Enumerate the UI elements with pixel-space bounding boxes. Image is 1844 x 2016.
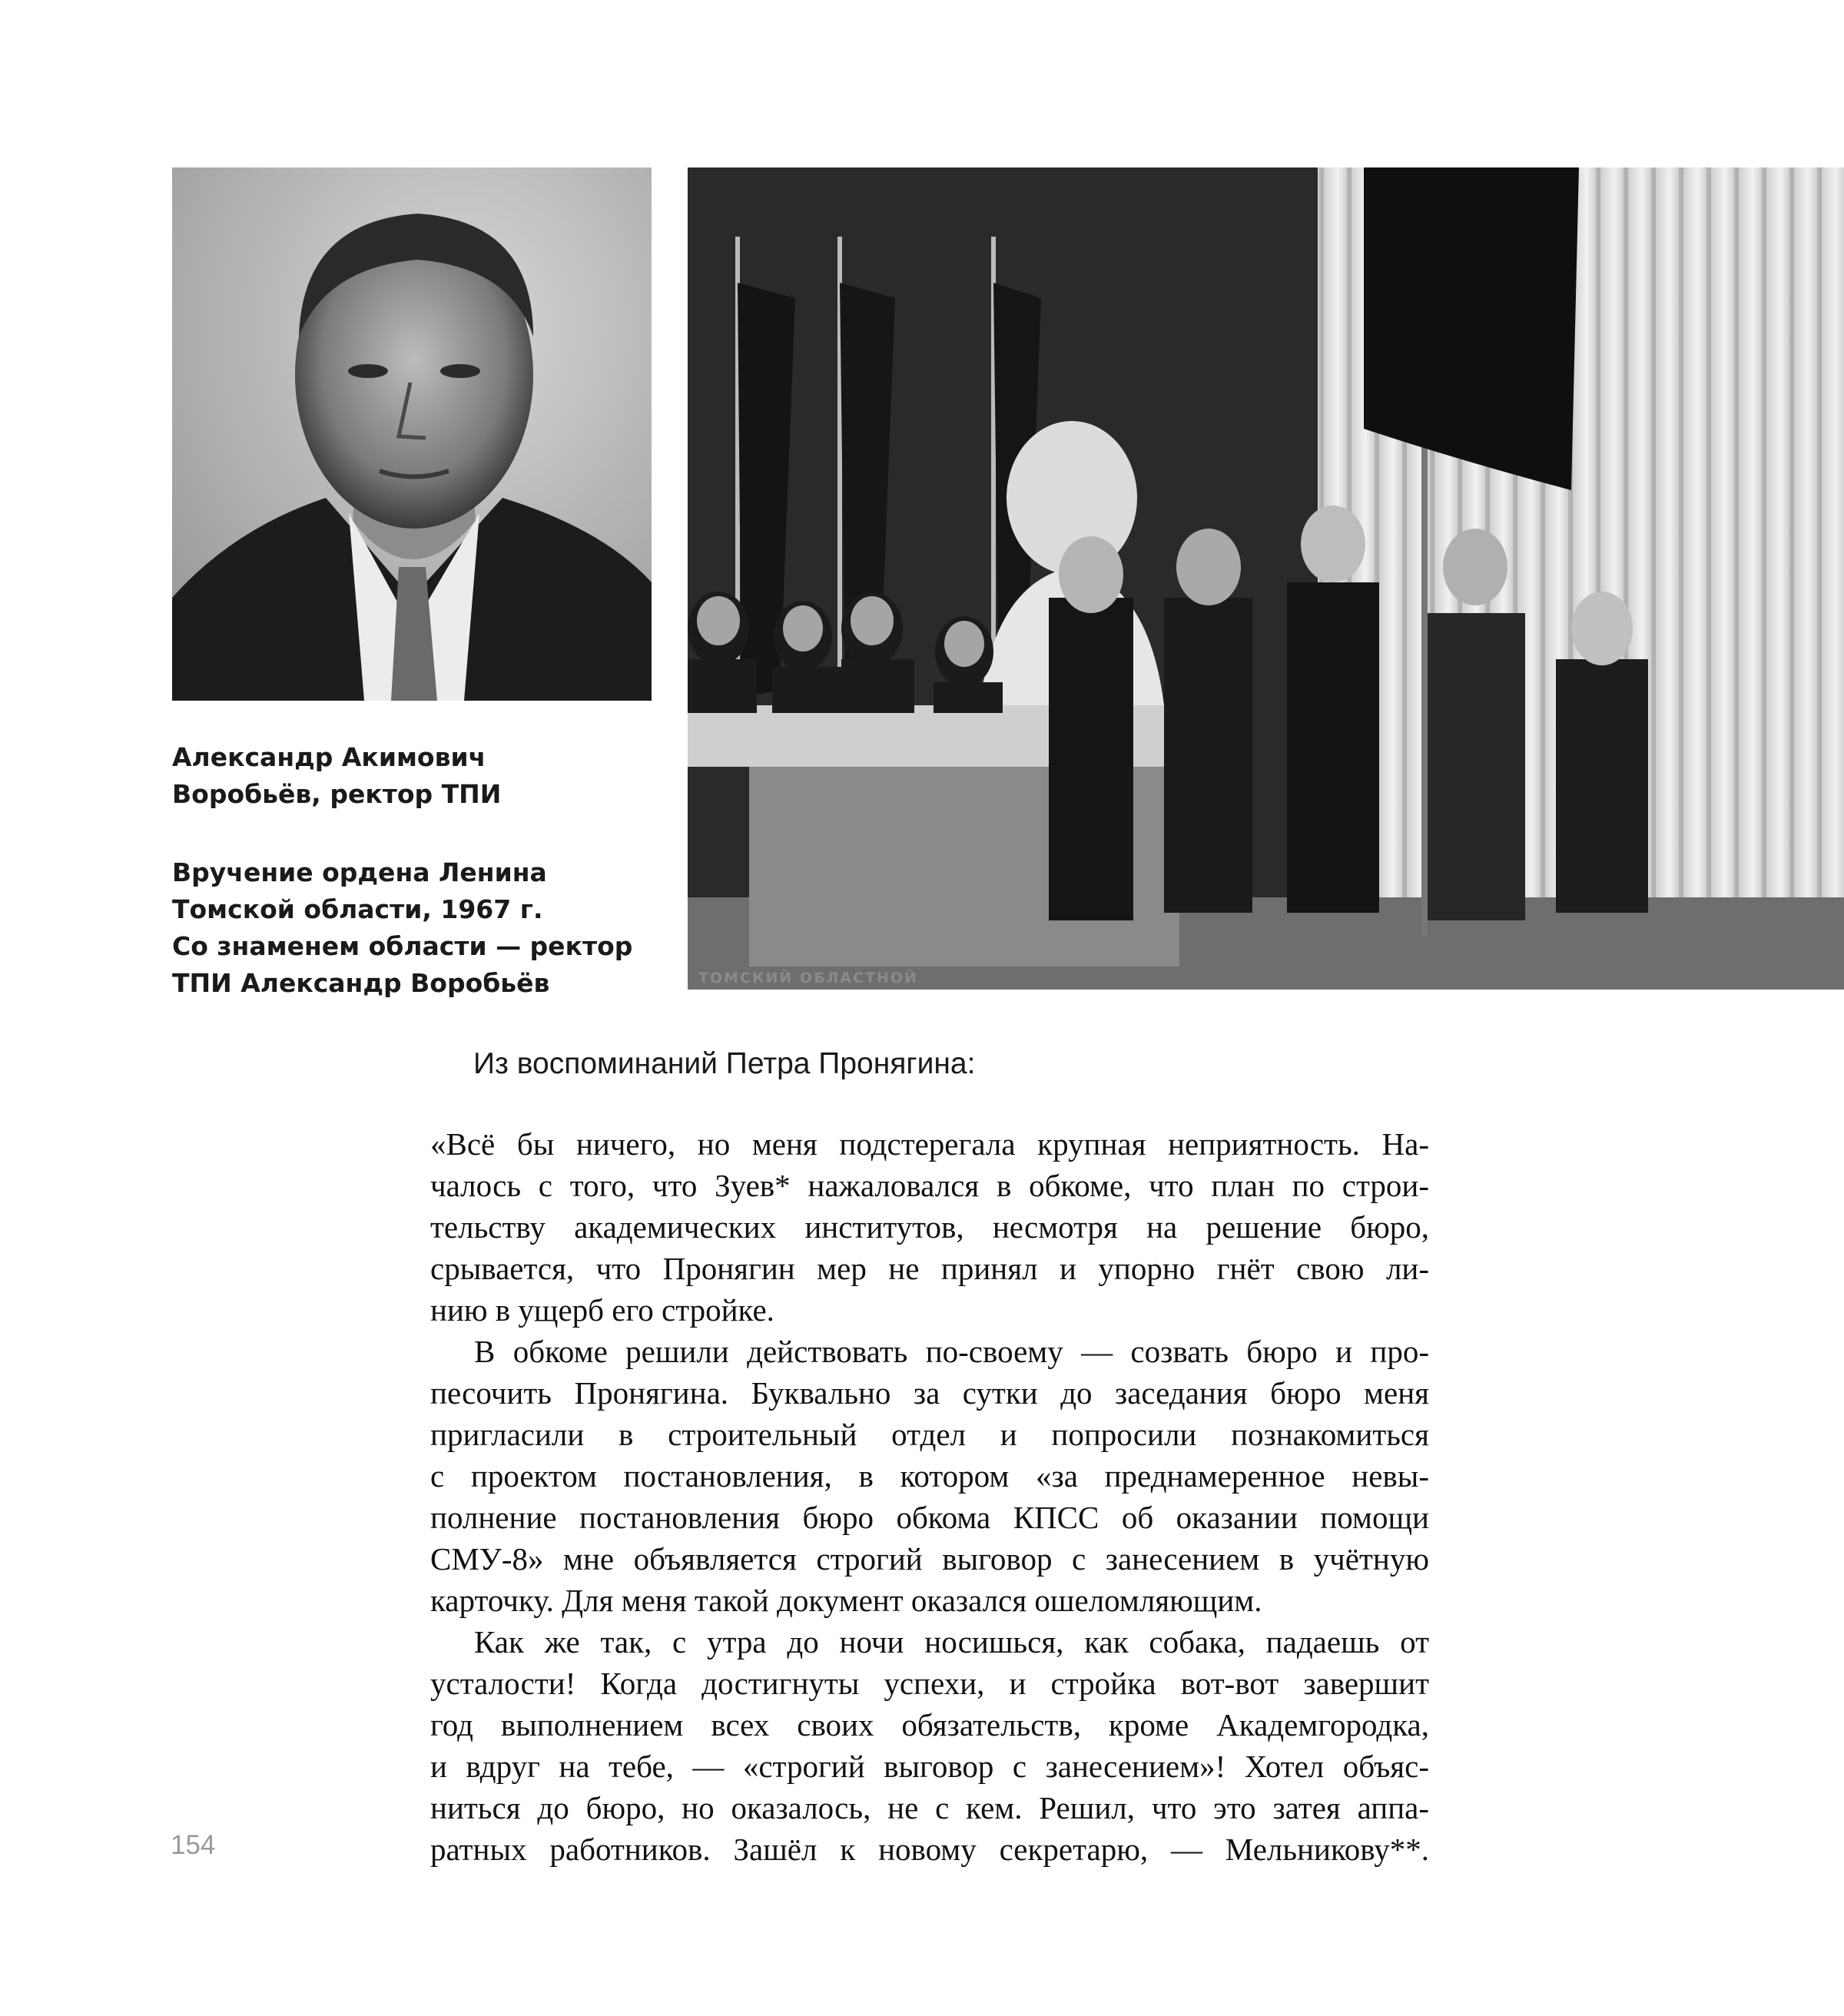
text-line: песочить Пронягина. Буквально за сутки до заседания бюро меня [430, 1375, 1429, 1411]
memoir-body [430, 1123, 1429, 1870]
portrait-image [172, 167, 652, 701]
ceremony-caption-line: Вручение ордена Ленина [172, 857, 547, 887]
photo-stamp: ТОМСКИЙ ОБЛАСТНОЙ [698, 970, 918, 986]
text-line: и вдруг на тебе, — «строгий выговор с занесением»! Хотел объяс- [430, 1749, 1429, 1784]
text-line: В обкоме решили действовать по-своему — созвать бюро и про- [474, 1334, 1429, 1369]
text-line: год выполнением всех своих обязательств, кроме Академгородка, [430, 1707, 1429, 1742]
memoir-paragraph [430, 1123, 1429, 1331]
ceremony-caption [172, 854, 664, 1002]
memoir-heading: Из воспоминаний Петра Пронягина: [473, 1047, 976, 1080]
text-line: с проектом постановления, в котором «за преднамеренное невы- [430, 1458, 1429, 1494]
text-line: срывается, что Пронягин мер не принял и упорно гнёт свою ли- [430, 1251, 1429, 1286]
portrait-caption-line: Воробьёв, ректор ТПИ [172, 779, 502, 809]
ceremony-caption-line: Со знаменем области — ректор [172, 931, 633, 961]
portrait-caption [172, 739, 664, 813]
ceremony-photo [688, 167, 1844, 990]
text-line: полнение постановления бюро обкома КПСС об оказании помощи [430, 1500, 1429, 1535]
text-line: Как же так, с утра до ночи носишься, как собака, падаешь от [474, 1624, 1429, 1660]
text-line: усталости! Когда достигнуты успехи, и стройка вот-вот завершит [430, 1666, 1429, 1701]
text-line: «Всё бы ничего, но меня подстерегала крупная неприятность. На- [430, 1126, 1429, 1162]
ceremony-caption-line: ТПИ Александр Воробьёв [172, 968, 550, 998]
portrait-photo [172, 167, 652, 701]
ceremony-caption-line: Томской области, 1967 г. [172, 894, 543, 924]
memoir-paragraph [430, 1621, 1429, 1870]
text-line: ниться до бюро, но оказалось, не с кем. Решил, что это затея аппа- [430, 1790, 1429, 1825]
text-line: ратных работников. Зашёл к новому секретарю, — Мельникову**. [430, 1832, 1429, 1867]
page-number: 154 [171, 1830, 216, 1860]
text-line: тельству академических институтов, несмотря на решение бюро, [430, 1209, 1429, 1245]
text-line: карточку. Для меня такой документ оказался ошеломляющим. [430, 1583, 1262, 1618]
ceremony-image [688, 167, 1844, 990]
text-line: СМУ-8» мне объявляется строгий выговор с занесением в учётную [430, 1541, 1429, 1577]
text-line: пригласили в строительный отдел и попросили познакомиться [430, 1417, 1429, 1452]
portrait-caption-line: Александр Акимович [172, 742, 486, 772]
memoir-paragraph [430, 1331, 1429, 1621]
text-line: чалось с того, что Зуев* нажаловался в обкоме, что план по строи- [430, 1168, 1429, 1203]
text-line: нию в ущерб его стройке. [430, 1292, 774, 1328]
